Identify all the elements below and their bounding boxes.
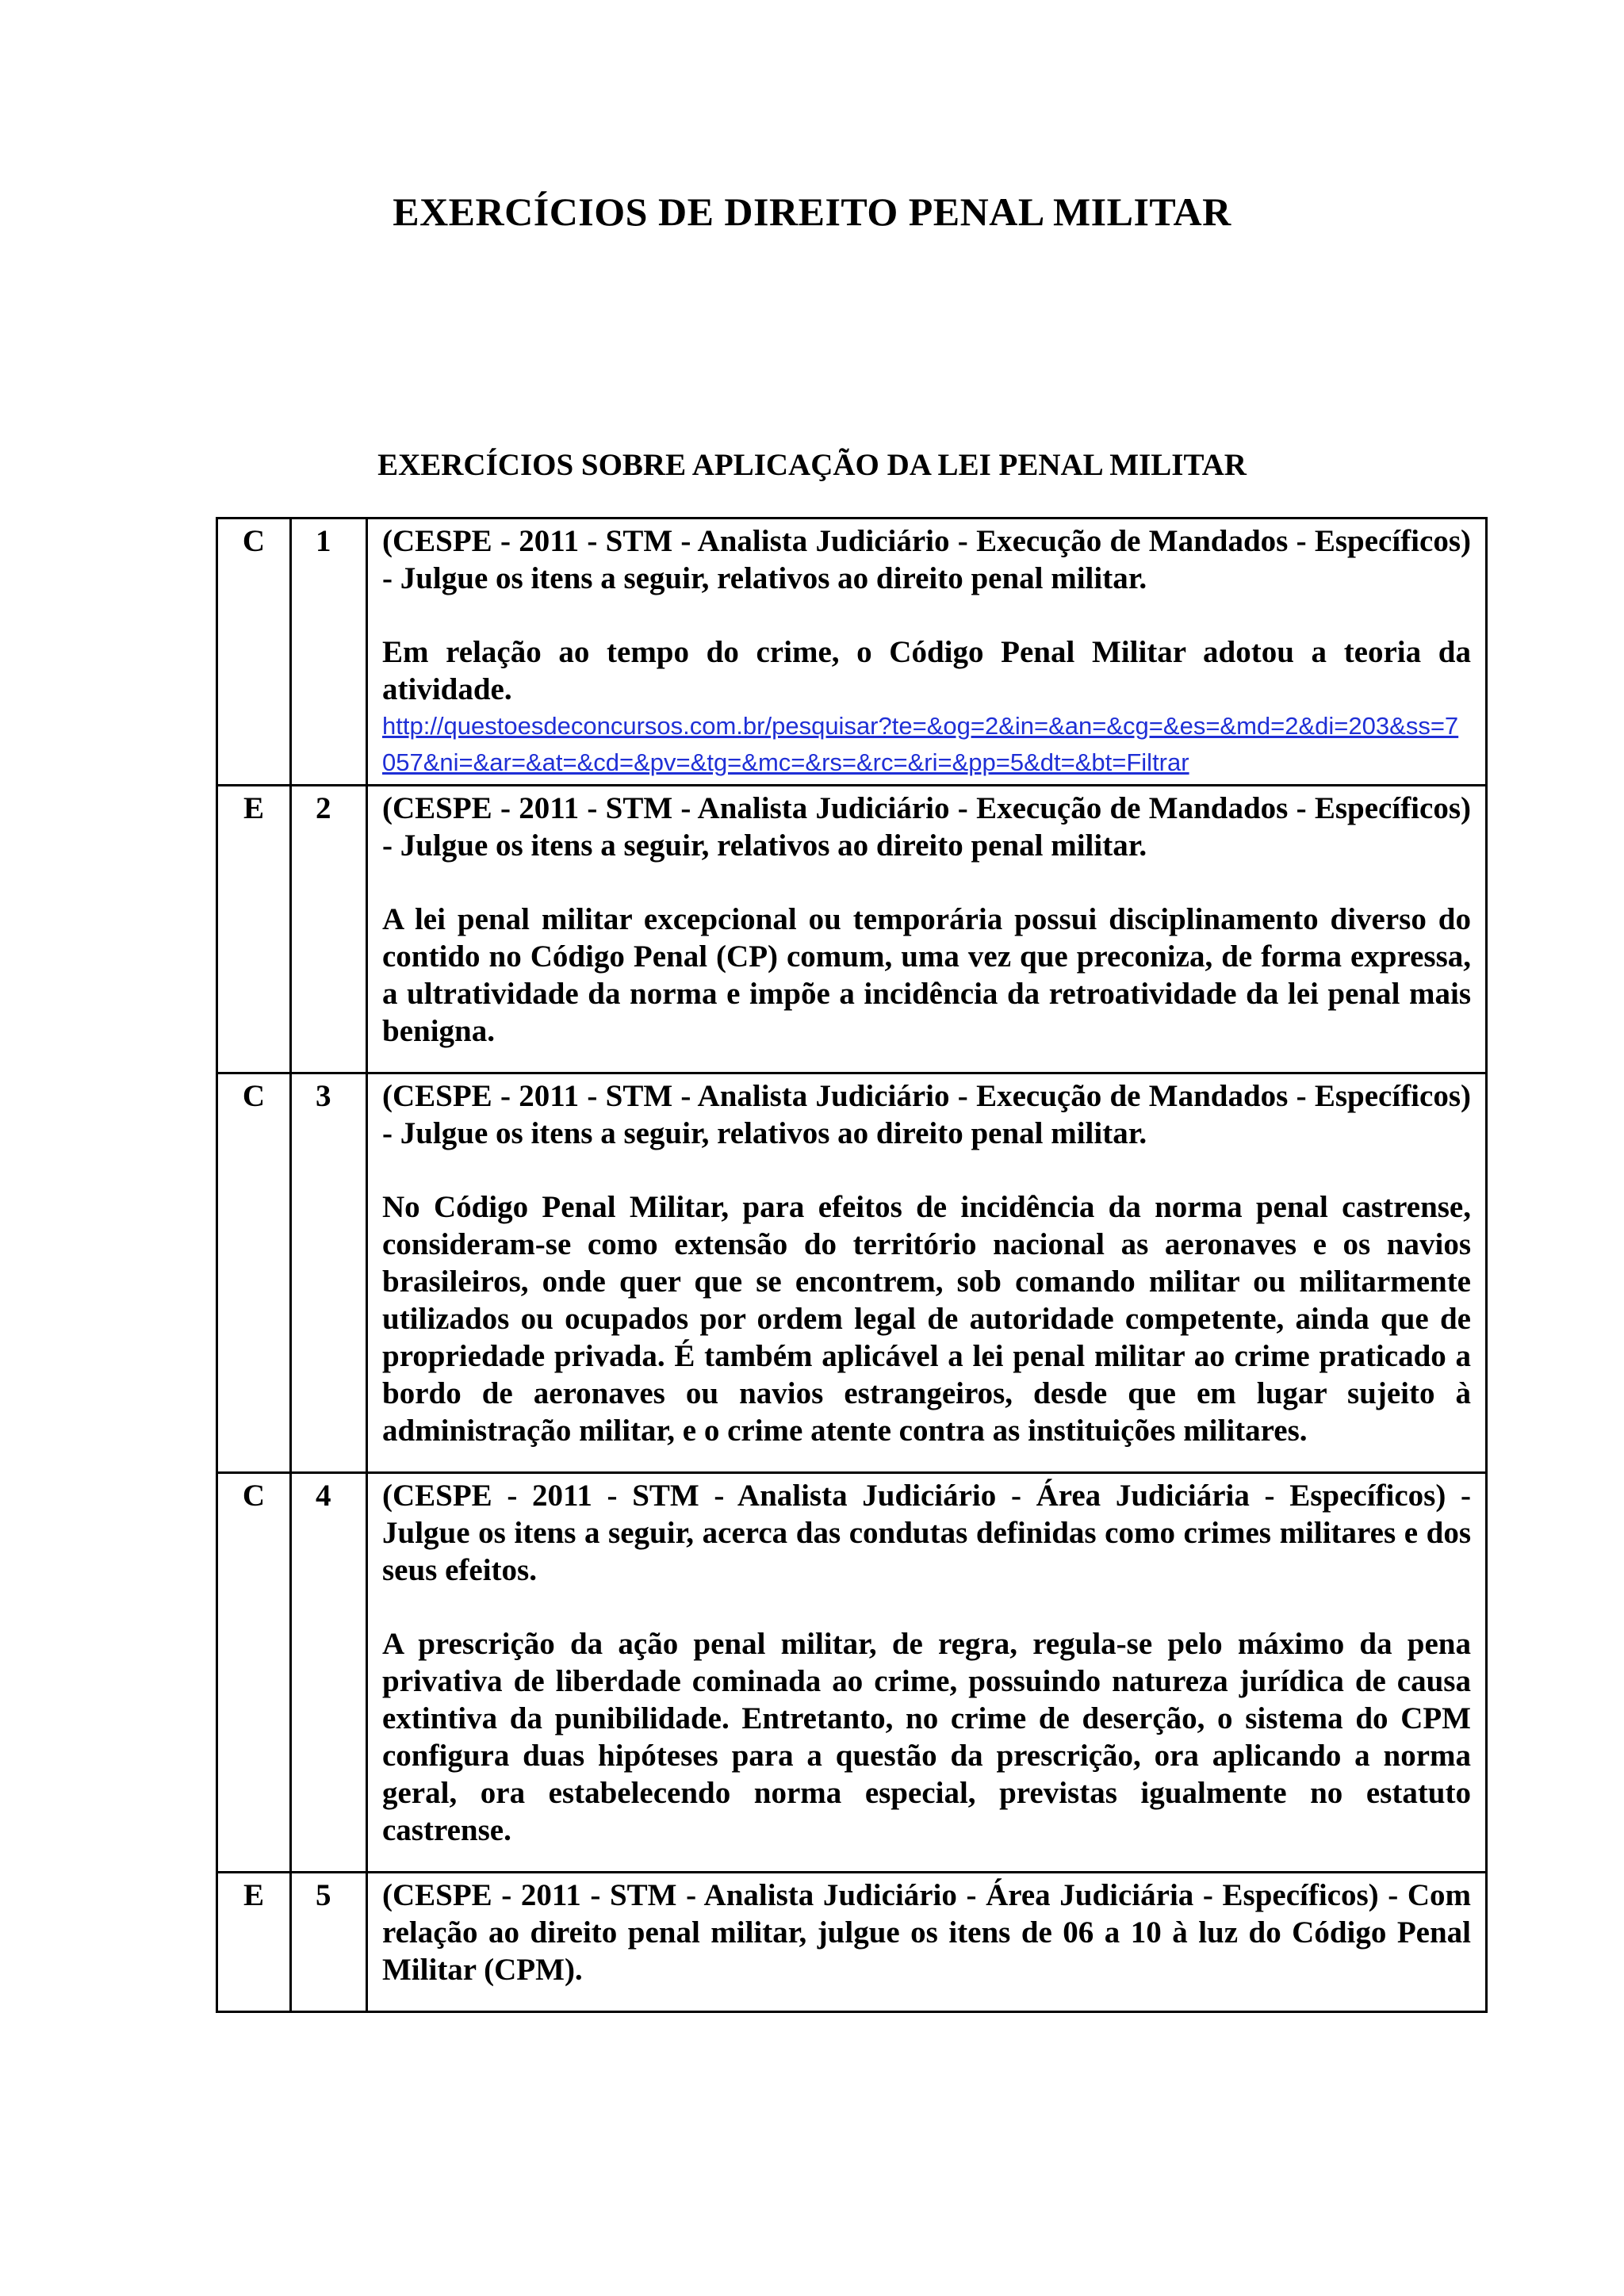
answer-key: E	[217, 786, 291, 1073]
question-text	[367, 1473, 1487, 1873]
question-statement: Em relação ao tempo do crime, o Código Penal Militar adotou a teoria da atividade.	[382, 635, 1471, 706]
question-header: (CESPE - 2011 - STM - Analista Judiciário - Área Judiciária - Específicos) - Julgue os itens a seguir, acerca das condutas definidas como crimes militares e dos seus efeitos.	[382, 1479, 1471, 1587]
question-statement: No Código Penal Militar, para efeitos de incidência da norma penal castrense, consideram-se como extensão do território nacional as aeronaves e os navios brasileiros, onde quer que se encontrem, sob comando militar ou militarmente utilizados ou ocupados por ordem legal de autoridade competente, ainda que de propriedade privada. É também aplicável a lei penal militar ao crime praticado a bordo de aeronaves ou navios estrangeiros, desde que em lugar sujeito à administração militar, e o crime atente contra as instituições militares.	[382, 1190, 1471, 1448]
question-row-2	[217, 786, 1487, 1073]
question-number: 4	[291, 1473, 367, 1873]
question-statement: A prescrição da ação penal militar, de regra, regula-se pelo máximo da pena privativa de liberdade cominada ao crime, possuindo natureza jurídica de causa extintiva da punibilidade. Entretanto, no crime de deserção, o sistema do CPM configura duas hipóteses para a questão da prescrição, ora aplicando a norma geral, ora estabelecendo norma especial, previstas igualmente no estatuto castrense.	[382, 1627, 1471, 1847]
question-row-3	[217, 1073, 1487, 1473]
section-title: EXERCÍCIOS SOBRE APLICAÇÃO DA LEI PENAL MILITAR	[377, 448, 1247, 482]
question-header: (CESPE - 2011 - STM - Analista Judiciário - Área Judiciária - Específicos) - Com relação ao direito penal militar, julgue os itens de 06 a 10 à luz do Código Penal Militar (CPM).	[382, 1878, 1471, 1987]
answer-key: E	[217, 1873, 291, 2012]
document-title: EXERCÍCIOS DE DIREITO PENAL MILITAR	[393, 189, 1231, 234]
question-text	[367, 1873, 1487, 2012]
question-header: (CESPE - 2011 - STM - Analista Judiciário - Execução de Mandados - Específicos) - Julgue os itens a seguir, relativos ao direito penal militar.	[382, 791, 1471, 863]
question-number: 2	[291, 786, 367, 1073]
question-row-4	[217, 1473, 1487, 1873]
answer-key: C	[217, 519, 291, 786]
question-number: 3	[291, 1073, 367, 1473]
answer-key: C	[217, 1473, 291, 1873]
question-statement: A lei penal militar excepcional ou temporária possui disciplinamento diverso do contido no Código Penal (CP) comum, uma vez que preconiza, de forma expressa, a ultratividade da norma e impõe a incidência da retroatividade da lei penal mais benigna.	[382, 902, 1471, 1048]
question-header: (CESPE - 2011 - STM - Analista Judiciário - Execução de Mandados - Específicos) - Julgue os itens a seguir, relativos ao direito penal militar.	[382, 524, 1471, 595]
answer-key: C	[217, 1073, 291, 1473]
question-row-5	[217, 1873, 1487, 2012]
question-number: 1	[291, 519, 367, 786]
question-row-1	[217, 519, 1487, 786]
question-text	[367, 519, 1487, 786]
question-number: 5	[291, 1873, 367, 2012]
question-source-link[interactable]: http://questoesdeconcursos.com.br/pesquisar?te=&og=2&in=&an=&cg=&es=&md=2&di=203&ss=7057&ni=&ar=&at=&cd=&pv=&tg=&mc=&rs=&rc=&ri=&pp=5&dt=&bt=Filtrar	[382, 712, 1459, 776]
question-text	[367, 786, 1487, 1073]
question-text	[367, 1073, 1487, 1473]
question-header: (CESPE - 2011 - STM - Analista Judiciário - Execução de Mandados - Específicos) - Julgue os itens a seguir, relativos ao direito penal militar.	[382, 1079, 1471, 1150]
questions-table	[216, 517, 1488, 2013]
